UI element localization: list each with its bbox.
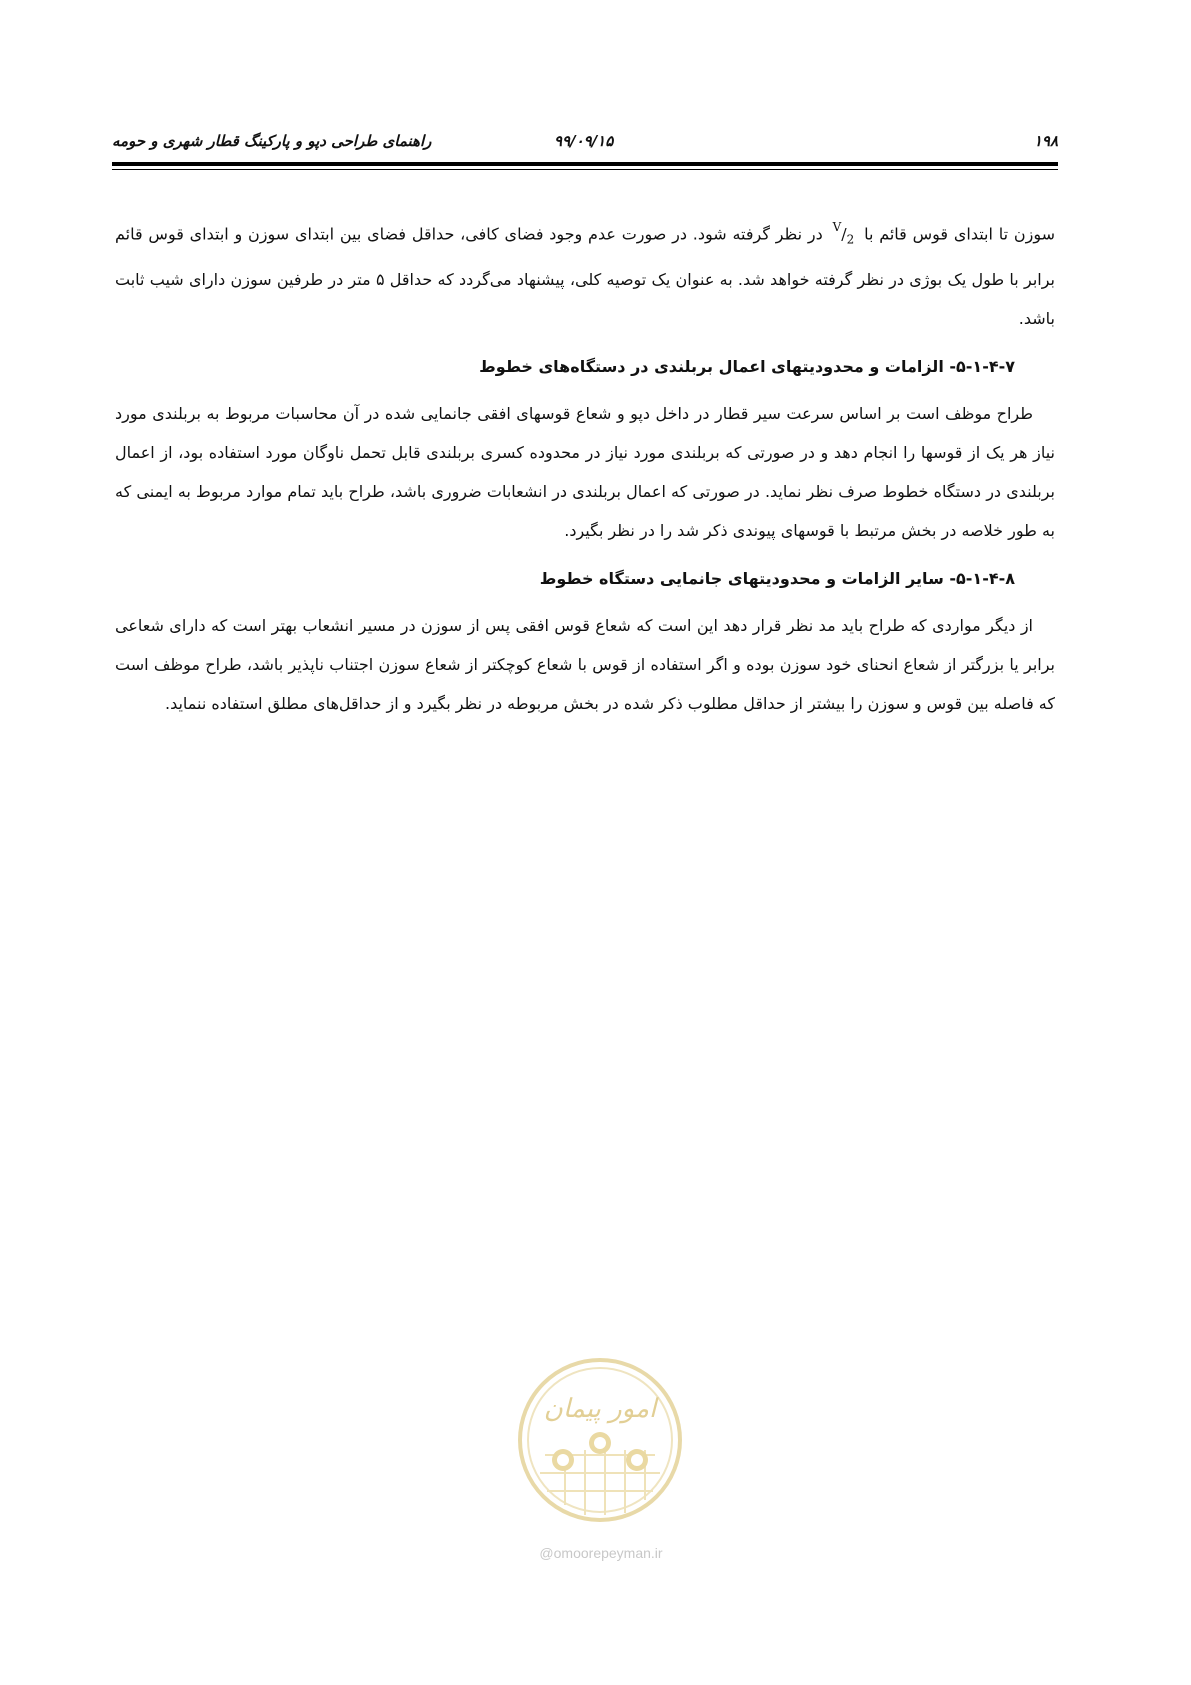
page-header [112, 132, 1058, 158]
page-number: ۱۹۸ [1033, 132, 1058, 150]
header-title: راهنمای طراحی دپو و پارکینگ قطار شهری و حومه [112, 132, 432, 150]
watermark-logo [515, 1355, 685, 1525]
section-heading-8: ۵-۱-۴-۸- سایر الزامات و محدودیتهای جانمایی دستگاه خطوط [539, 568, 1015, 588]
paragraph-intro-rest: در نظر گرفته شود. در صورت عدم وجود فضای کافی، حداقل فضای بین ابتدای سوزن و ابتدای قوس قائم برابر با طول یک بوژی در نظر گرفته خواهد شد. به عنوان یک توصیه کلی، پیشنهاد می‌گردد که حداقل ۵ متر در طرفین سوزن دارای شیب ثابت باشد. [115, 224, 1055, 328]
header-date: ۹۹/۰۹/۱۵ [554, 132, 614, 150]
formula-denominator: 2 [846, 232, 855, 247]
paragraph-intro [115, 210, 1055, 338]
header-rule-thick [112, 162, 1058, 166]
header-rule-thin [112, 169, 1058, 170]
section-body-8: از دیگر مواردی که طراح باید مد نظر قرار دهد این است که شعاع قوس افقی پس از سوزن در مسیر انشعاب بهتر است که دارای شعاعی برابر یا بزرگتر از شعاع انحنای خود سوزن بوده و اگر استفاده از قوس با شعاع کوچکتر از شعاع سوزن اجتناب ناپذیر باشد، طراح موظف است که فاصله بین قوس و سوزن را بیشتر از حداقل مطلوب ذکر شده در بخش مربوطه در نظر بگیرد و از حداقل‌های مطلق استفاده ننماید. [115, 615, 1055, 713]
section-heading-7: ۵-۱-۴-۷- الزامات و محدودیتهای اعمال بربلندی در دستگاه‌های خطوط [479, 356, 1015, 376]
watermark-logo-text: امور پیمان [543, 1394, 657, 1424]
document-body [115, 210, 1055, 723]
formula-v-over-2: $^V/_2$ [832, 220, 855, 247]
section-body-7: طراح موظف است بر اساس سرعت سیر قطار در داخل دپو و شعاع قوسهای افقی جانمایی شده در آن محاسبات مربوط به بربلندی مورد نیاز هر یک از قوسها را انجام دهد و در صورتی که بربلندی مورد نیاز در محدوده کسری بربلندی قابل تحمل ناوگان مورد استفاده بود، از اعمال بربلندی در دستگاه خطوط صرف نظر نماید. در صورتی که اعمال بربلندی در انشعابات ضروری باشد، طراح باید تمام موارد مربوط به ایمنی که به طور خلاصه در بخش مرتبط با قوسهای پیوندی ذکر شد را در نظر بگیرد. [115, 403, 1055, 540]
paragraph-intro-start: سوزن تا ابتدای قوس قائم با [864, 224, 1055, 244]
formula-numerator: V [832, 220, 842, 234]
watermark-url: @omoorepeyman.ir [539, 1545, 663, 1561]
